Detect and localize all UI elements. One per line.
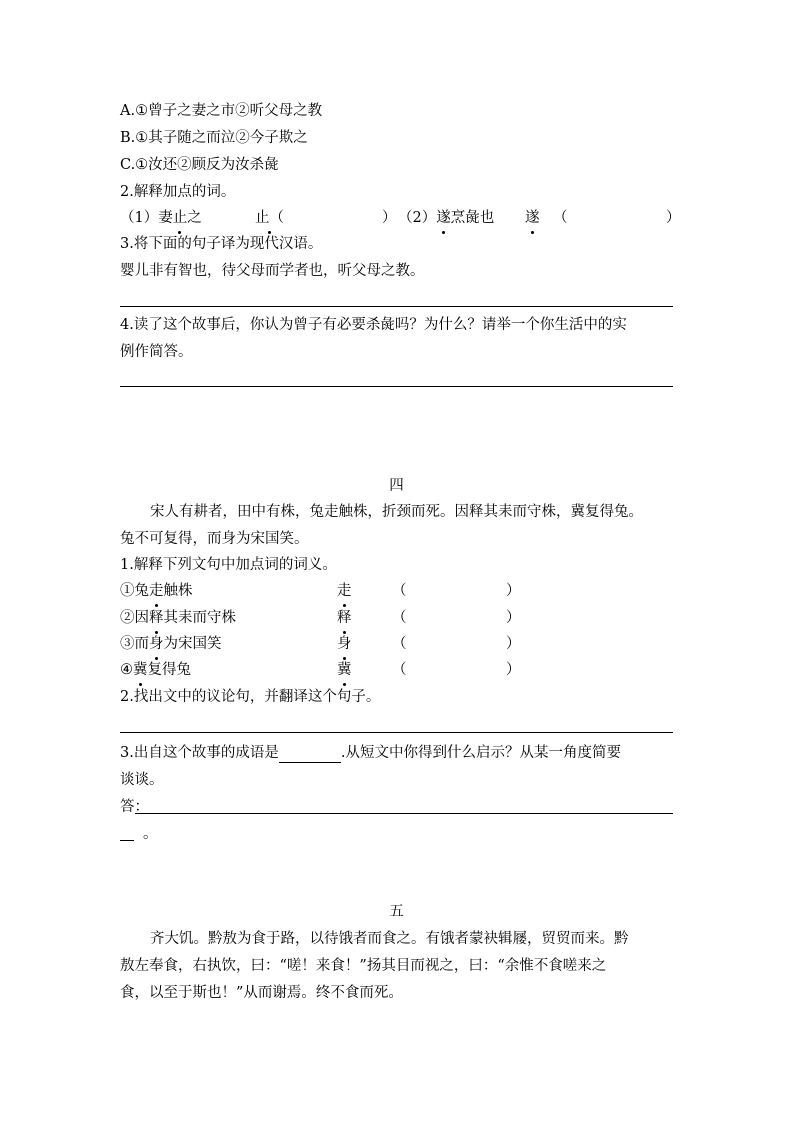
- vocab-word-4: 冀: [337, 662, 352, 678]
- passage-line: 敖左奉食，右执饮，曰：“嗟！来食！”扬其目而视之，曰：“余惟不食嗟来之: [120, 958, 607, 974]
- question-3-sentence: 婴儿非有智也，待父母而学者也，听父母之教。: [120, 263, 425, 279]
- vocab-item-3: ③而身为宋国笑: [120, 636, 222, 652]
- answer-line[interactable]: [120, 732, 673, 733]
- answer-line[interactable]: [135, 813, 673, 814]
- answer-line[interactable]: [120, 306, 673, 307]
- question-1-title: 1.解释下列文句中加点词的词义。: [120, 557, 337, 573]
- vocab-close-3: ）: [506, 636, 521, 652]
- question-3-title: 3.将下面的句子译为现代汉语。: [120, 236, 323, 252]
- vocab-word-3: 身: [337, 636, 352, 652]
- q2-item-2-close: ）: [666, 210, 681, 226]
- passage-line: 食，以至于斯也！”从而谢焉。终不食而死。: [120, 985, 403, 1001]
- passage-line: 宋人有耕者，田中有株，兔走触株，折颈而死。因释其耒而守株，冀复得兔。: [150, 504, 643, 520]
- section-heading-5: 五: [389, 904, 404, 920]
- vocab-item-2: ②因释其耒而守株: [120, 610, 236, 626]
- vocab-open-1: （: [392, 583, 407, 599]
- question-3-line-2: 谈谈。: [120, 772, 164, 788]
- q2-item-1-word: 止（: [255, 210, 284, 226]
- vocab-open-4: （: [392, 662, 407, 678]
- passage-line: 齐大饥。黔敖为食于路，以待饿者而食之。有饿者蒙袂辑屦，贸贸而来。黔: [150, 931, 629, 947]
- question-2-title: 2.解释加点的词。: [120, 184, 236, 200]
- section-heading-4: 四: [389, 478, 404, 494]
- vocab-word-2: 释: [337, 610, 352, 626]
- answer-label: 答：: [120, 799, 149, 815]
- option-b: B.①其子随之而泣②今子欺之: [120, 130, 308, 146]
- option-a: A.①曾子之妻之市②听父母之教: [120, 103, 323, 119]
- option-c: C.①汝还②顾反为汝杀彘: [120, 157, 279, 173]
- vocab-item-1: ①兔走触株: [120, 583, 193, 599]
- answer-line-end[interactable]: [120, 840, 134, 841]
- passage-line: 兔不可复得，而身为宋国笑。: [120, 531, 309, 547]
- dotted-char: 遂: [436, 210, 451, 226]
- dotted-char: 止: [172, 210, 188, 226]
- vocab-close-1: ）: [506, 583, 521, 599]
- vocab-open-3: （: [392, 636, 407, 652]
- vocab-close-4: ）: [506, 662, 521, 678]
- vocab-open-2: （: [392, 610, 407, 626]
- idiom-blank[interactable]: [279, 746, 341, 763]
- answer-end-mark: 。: [143, 826, 158, 842]
- q2-item-1-phrase: （1）妻止之: [120, 210, 202, 226]
- question-3-line-1: 3.出自这个故事的成语是 .从短文中你得到什么启示？从某一角度简要: [120, 745, 621, 761]
- answer-line[interactable]: [120, 386, 673, 387]
- q2-item-2-phrase: （2）遂烹彘也: [398, 210, 495, 226]
- q2-item-2-word: 遂: [525, 210, 540, 226]
- q2-item-2-open: （: [553, 210, 568, 226]
- vocab-close-2: ）: [506, 610, 521, 626]
- question-4-line-1: 4.读了这个故事后，你认为曾子有必要杀彘吗？为什么？请举一个你生活中的实: [120, 317, 627, 333]
- question-4-line-2: 例作简答。: [120, 344, 193, 360]
- question-2-title: 2.找出文中的议论句，并翻译这个句子。: [120, 689, 381, 705]
- q2-item-1-close: ）: [382, 210, 397, 226]
- vocab-word-1: 走: [337, 583, 352, 599]
- vocab-item-4: ④冀复得兔: [120, 662, 191, 678]
